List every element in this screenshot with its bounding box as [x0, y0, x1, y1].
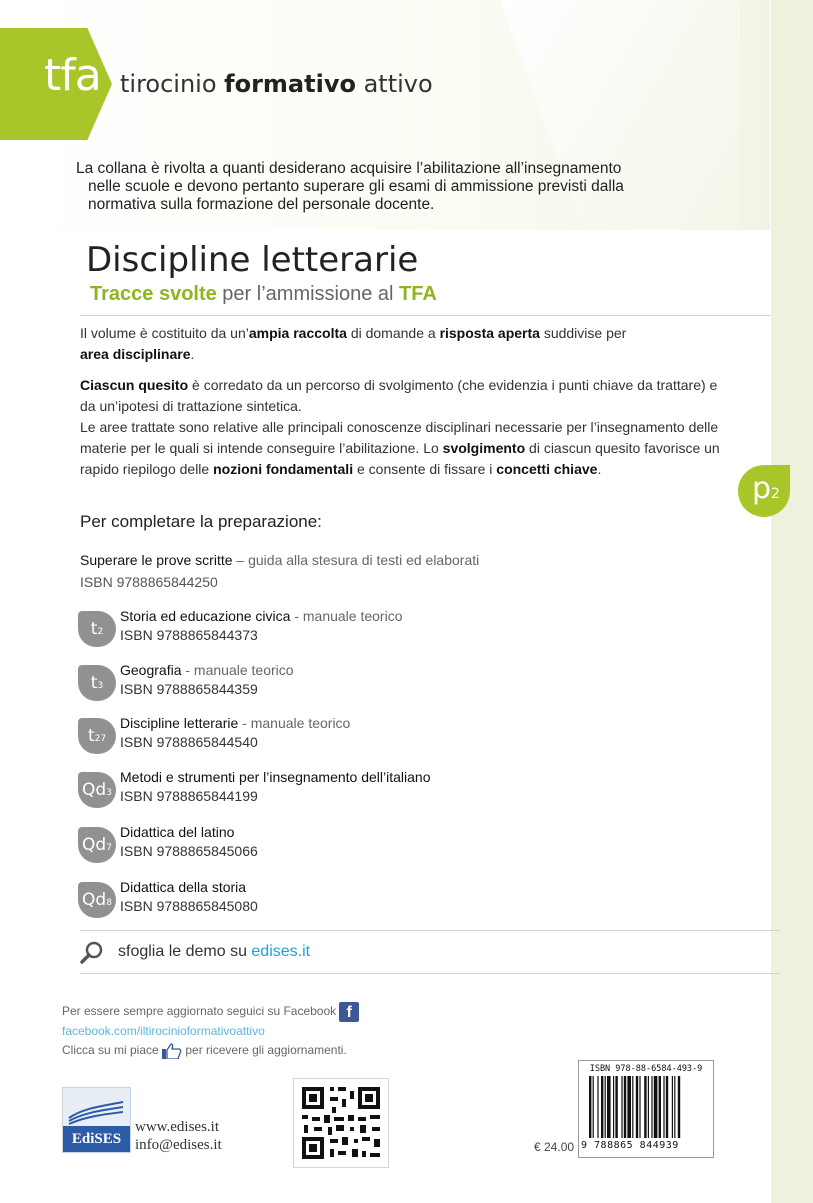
book-pages-icon: [63, 1088, 130, 1126]
barcode-digits: 9 788865 844939: [581, 1140, 679, 1151]
demo-text-label: sfoglia le demo su: [118, 943, 252, 960]
book-item-title: Storia ed educazione civica: [120, 608, 291, 624]
book-description: [80, 323, 730, 490]
barcode-bar: [589, 1076, 591, 1138]
plain-book-item: [80, 549, 479, 593]
desc-bold: concetti chiave: [496, 461, 598, 477]
barcode-bar: [651, 1076, 652, 1138]
book-badge: [78, 772, 116, 808]
desc-bold: Ciascun quesito: [80, 377, 189, 393]
edises-logo-top: [63, 1088, 130, 1126]
series-title-post: attivo: [355, 70, 433, 98]
barcode-bar: [627, 1076, 631, 1138]
edises-logo: [62, 1087, 131, 1153]
barcode-bar: [624, 1076, 626, 1138]
qr-code: [293, 1078, 389, 1168]
series-title-pre: tirocinio: [120, 70, 225, 98]
badge-letter: Qd: [82, 835, 107, 855]
book-item-isbn: ISBN 9788865844373: [120, 627, 258, 643]
book-title: Discipline letterarie: [86, 240, 419, 280]
p2-sub: 2: [771, 486, 780, 502]
barcode-bar: [605, 1076, 606, 1138]
barcode-bar: [615, 1076, 617, 1138]
barcode-bar: [601, 1076, 603, 1138]
desc-text: .: [597, 461, 602, 477]
publisher-web[interactable]: www.edises.it: [135, 1119, 220, 1135]
desc-text: è corredato da un percorso di svolgimento (che evidenzia i punti chiave da trattare) e da un’ipotesi di trattazione sintetica.: [80, 377, 718, 414]
barcode-bar: [636, 1076, 638, 1138]
intro-line-2: nelle scuole e devono pertanto superare gli esami di ammissione previsti dalla: [88, 178, 624, 195]
desc-text: e consente di fissare i: [353, 461, 497, 477]
barcode-bar: [644, 1076, 646, 1138]
book-subtitle: [90, 283, 437, 306]
book-badge: [78, 882, 116, 918]
spine-strip: [771, 0, 813, 1203]
book-item-title: Didattica del latino: [120, 824, 235, 840]
badge-sub: 8: [106, 898, 112, 908]
barcode-bar: [659, 1076, 661, 1138]
publisher-contact: [135, 1118, 222, 1154]
book-item-title: Geografia: [120, 662, 182, 678]
book-badge: [78, 665, 116, 701]
barcode-isbn-label: ISBN 978-88-6584-493-9: [589, 1064, 703, 1074]
badge-letter: t: [90, 619, 98, 639]
publisher-email[interactable]: info@edises.it: [135, 1137, 222, 1153]
book-item-text: [120, 661, 720, 699]
divider: [80, 973, 780, 974]
badge-sub: 27: [94, 734, 107, 744]
desc-text: Il volume è costituito da un’: [80, 325, 249, 341]
badge-sub: 3: [106, 788, 112, 798]
desc-paragraph-1: [80, 323, 730, 365]
facebook-icon[interactable]: f: [339, 1002, 359, 1022]
series-title: [120, 70, 433, 98]
badge-sub: 3: [97, 681, 104, 691]
book-item-title: Didattica della storia: [120, 879, 247, 895]
plain-book-isbn: ISBN 9788865844250: [80, 574, 218, 590]
subtitle-green-1: Tracce svolte: [90, 283, 217, 305]
desc-text: di ciascun quesito favorisce un rapido riepilogo delle: [80, 440, 720, 477]
book-item-title: Discipline letterarie: [120, 715, 239, 731]
barcode-bar: [666, 1076, 668, 1138]
divider: [80, 930, 780, 931]
book-item-text: [120, 878, 720, 916]
desc-text: suddivise per: [539, 325, 627, 341]
facebook-line-1: Per essere sempre aggiornato seguici su Facebook: [62, 1004, 337, 1019]
barcode-bar: [663, 1076, 664, 1138]
facebook-line-3a: Clicca su mi piace: [62, 1043, 159, 1057]
book-badge: [78, 827, 116, 863]
book-item-text: [120, 714, 720, 752]
desc-text: Le aree trattate sono relative alle principali conoscenze disciplinari necessarie per l’insegnamento delle materie per le quali si intende conseguire l’abilitazione. Lo: [80, 419, 719, 456]
book-item-isbn: ISBN 9788865845066: [120, 843, 258, 859]
barcode-bar: [632, 1076, 633, 1138]
barcode-bar: [593, 1076, 594, 1138]
desc-bold: svolgimento: [442, 440, 526, 456]
barcode-bar: [639, 1076, 640, 1138]
book-item-sub: - manuale teorico: [290, 608, 403, 624]
desc-bold: risposta aperta: [439, 325, 540, 341]
subtitle-mid: per l’ammissione al: [216, 283, 400, 305]
plain-book-sub: – guida alla stesura di testi ed elaborati: [232, 552, 480, 568]
like-thumb-icon: [162, 1043, 182, 1059]
barcode-bar: [597, 1076, 598, 1138]
barcode-bar: [678, 1076, 680, 1138]
price: € 24.00: [534, 1140, 575, 1154]
book-item-text: [120, 823, 720, 861]
series-title-bold: formativo: [224, 70, 356, 98]
intro-line-1: La collana è rivolta a quanti desiderano acquisire l’abilitazione all’insegnamento: [76, 160, 622, 177]
barcode-bar: [648, 1076, 649, 1138]
desc-text: .: [190, 346, 195, 362]
barcode-bar: [621, 1076, 622, 1138]
badge-letter: t: [90, 673, 98, 693]
facebook-url[interactable]: facebook.com/iltirocinioformativoattivo: [62, 1024, 265, 1038]
desc-text: di domande a: [346, 325, 440, 341]
badge-letter: Qd: [82, 780, 107, 800]
complete-heading: Per completare la preparazione:: [80, 512, 322, 531]
badge-letter: t: [87, 726, 95, 746]
book-badge: [78, 718, 116, 754]
divider: [80, 315, 770, 316]
desc-bold: nozioni fondamentali: [213, 461, 354, 477]
book-badge: [78, 611, 116, 647]
desc-bold: ampia raccolta: [248, 325, 347, 341]
book-item-sub: - manuale teorico: [238, 715, 351, 731]
book-item-isbn: ISBN 9788865844540: [120, 734, 258, 750]
barcode-bar: [607, 1076, 611, 1138]
search-icon: [80, 940, 104, 964]
tfa-logo-text: tfa: [44, 50, 101, 101]
badge-sub: 2: [97, 627, 104, 637]
p2-letter: p: [752, 471, 772, 506]
barcode: [578, 1060, 714, 1158]
desc-paragraph-2: [80, 375, 730, 417]
desc-bold: area disciplinare: [80, 346, 191, 362]
plain-book-title: Superare le prove scritte: [80, 552, 233, 568]
badge-letter: Qd: [82, 890, 107, 910]
desc-paragraph-3: [80, 417, 730, 480]
book-item-isbn: ISBN 9788865844359: [120, 681, 258, 697]
barcode-bar: [613, 1076, 614, 1138]
p2-badge-text: [752, 471, 780, 506]
book-item-sub: - manuale teorico: [181, 662, 294, 678]
book-item-text: [120, 607, 720, 645]
barcode-bar: [672, 1076, 673, 1138]
edises-logo-text: EdiSES: [63, 1126, 130, 1152]
book-item-title: Metodi e strumenti per l’insegnamento dell’italiano: [120, 769, 431, 785]
book-item-isbn: ISBN 9788865844199: [120, 788, 258, 804]
edises-link[interactable]: edises.it: [251, 943, 311, 960]
facebook-line-3b: per ricevere gli aggiornamenti.: [182, 1043, 347, 1057]
demo-text: [118, 943, 310, 961]
barcode-bar: [674, 1076, 675, 1138]
series-intro: [76, 160, 696, 214]
facebook-block: [62, 1002, 359, 1060]
intro-line-3: normativa sulla formazione del personale docente.: [88, 196, 435, 213]
book-item-isbn: ISBN 9788865845080: [120, 898, 258, 914]
badge-sub: 7: [106, 843, 112, 853]
book-item-text: [120, 768, 720, 806]
barcode-bar: [654, 1076, 658, 1138]
subtitle-green-2: TFA: [399, 283, 437, 305]
